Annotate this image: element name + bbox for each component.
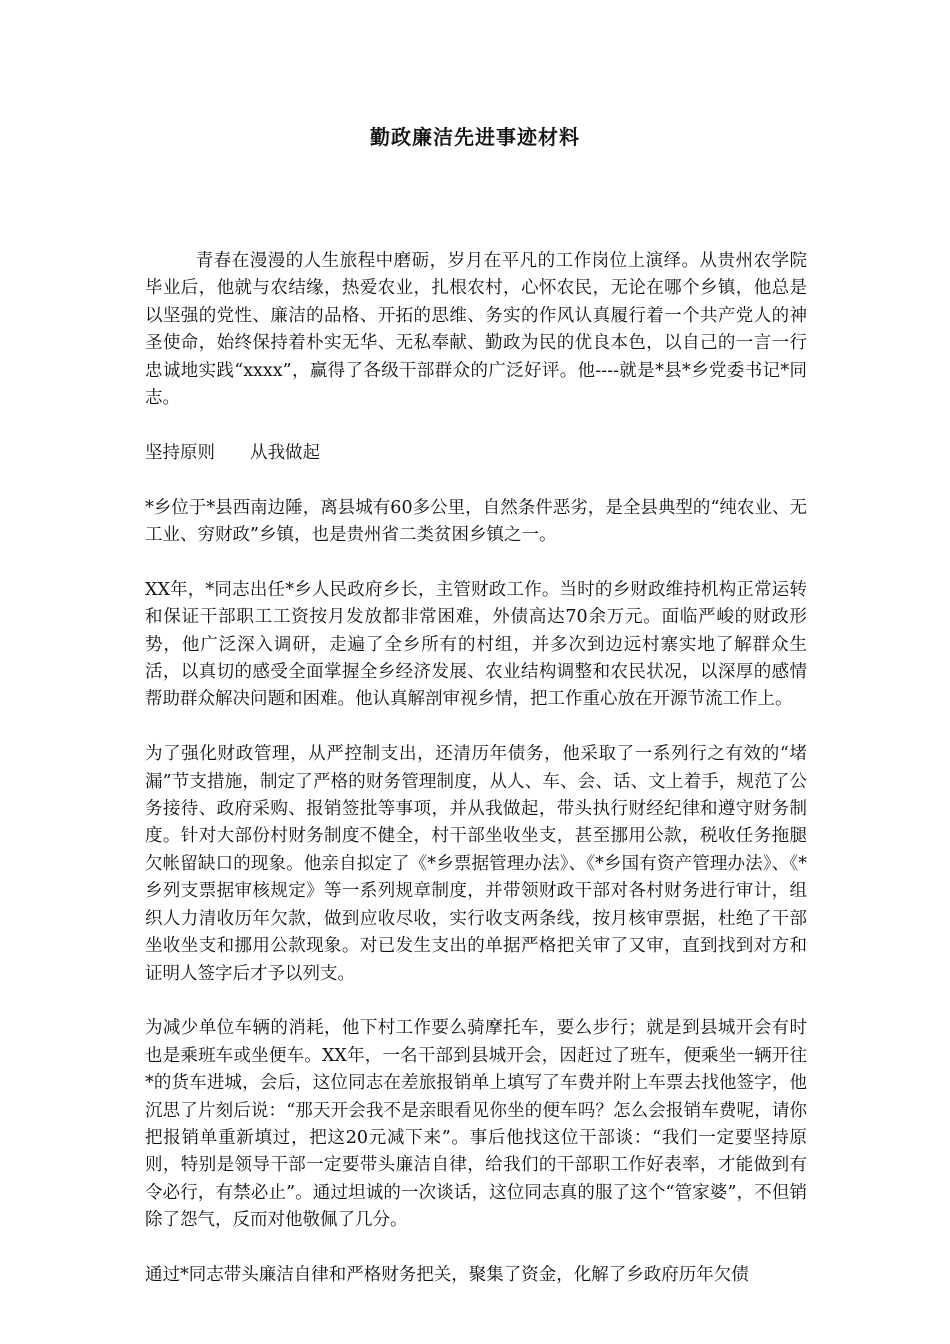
paragraph-intro: 青春在漫漫的人生旅程中磨砺，岁月在平凡的工作岗位上演绎。从贵州农学院毕业后，他就与农结缘，热爱农业，扎根农村，心怀农民，无论在哪个乡镇，他总是以坚强的党性、廉洁的品格、开拓的思维、务实的作风认真履行着一个共产党人的神圣使命，始终保持着朴实无华、无私奉献、勤政为民的优良本色，以自己的一言一行忠诚地实践“xxxx”，赢得了各级干部群众的广泛好评。他----就是*县*乡党委书记*同志。	[145, 251, 807, 409]
paragraph-location: *乡位于*县西南边陲，离县城有60多公里，自然条件恶劣，是全县典型的“纯农业、无工业、穷财政”乡镇，也是贵州省二类贫困乡镇之一。	[145, 497, 807, 546]
document-body	[145, 248, 807, 1317]
paragraph-vehicle-story: 为减少单位车辆的消耗，他下村工作要么骑摩托车，要么步行；就是到县城开会有时也是乘班车或坐便车。XX年，一名干部到县城开会，因赶过了班车，便乘坐一辆开往*的货车进城，会后，这位同志在差旅报销单上填写了车费并附上车票去找他签字，他沉思了片刻后说：“那天开会我不是亲眼看见你坐的便车吗？怎么会报销车费呢，请你把报销单重新填过，把这20元减下来”。事后他找这位干部谈：“我们一定要坚持原则，特别是领导干部一定要带头廉洁自律，给我们的干部职工作好表率，才能做到有令必行，有禁必止”。通过坦诚的一次谈话，这位同志真的服了这个“管家婆”，不但销除了怨气，反而对他敬佩了几分。	[145, 1018, 807, 1231]
section-heading: 坚持原则 从我做起	[145, 442, 320, 463]
paragraph-finance-situation: XX年，*同志出任*乡人民政府乡长，主管财政工作。当时的乡财政维持机构正常运转和保证干部职工工资按月发放都非常困难，外债高达70余万元。面临严峻的财政形势，他广泛深入调研，走遍了全乡所有的村组，并多次到边远村寨实地了解群众生活，以真切的感受全面掌握全乡经济发展、农业结构调整和农民状况，以深厚的感情帮助群众解决问题和困难。他认真解剖审视乡情，把工作重心放在开源节流工作上。	[145, 579, 807, 710]
document-title: 勤政廉洁先进事迹材料	[370, 125, 580, 149]
paragraph-conclusion: 通过*同志带头廉洁自律和严格财务把关，聚集了资金，化解了乡政府历年欠债	[145, 1264, 749, 1285]
paragraph-finance-measures: 为了强化财政管理，从严控制支出，还清历年债务，他采取了一系列行之有效的“堵漏”节支措施，制定了严格的财务管理制度，从人、车、会、话、文上着手，规范了公务接待、政府采购、报销签批等事项，并从我做起，带头执行财经纪律和遵守财务制度。针对大部份村财务制度不健全，村干部坐收坐支，甚至挪用公款，税收任务拖腿欠帐留缺口的现象。他亲自拟定了《*乡票据管理办法》、《*乡国有资产管理办法》、《*乡列支票据审核规定》等一系列规章制度，并带领财政干部对各村财务进行审计，组织人力清收历年欠款，做到应收尽收，实行收支两条线，按月核审票据，杜绝了干部坐收坐支和挪用公款现象。对已发生支出的单据严格把关审了又审，直到找到对方和证明人签字后才予以列支。	[145, 744, 807, 984]
